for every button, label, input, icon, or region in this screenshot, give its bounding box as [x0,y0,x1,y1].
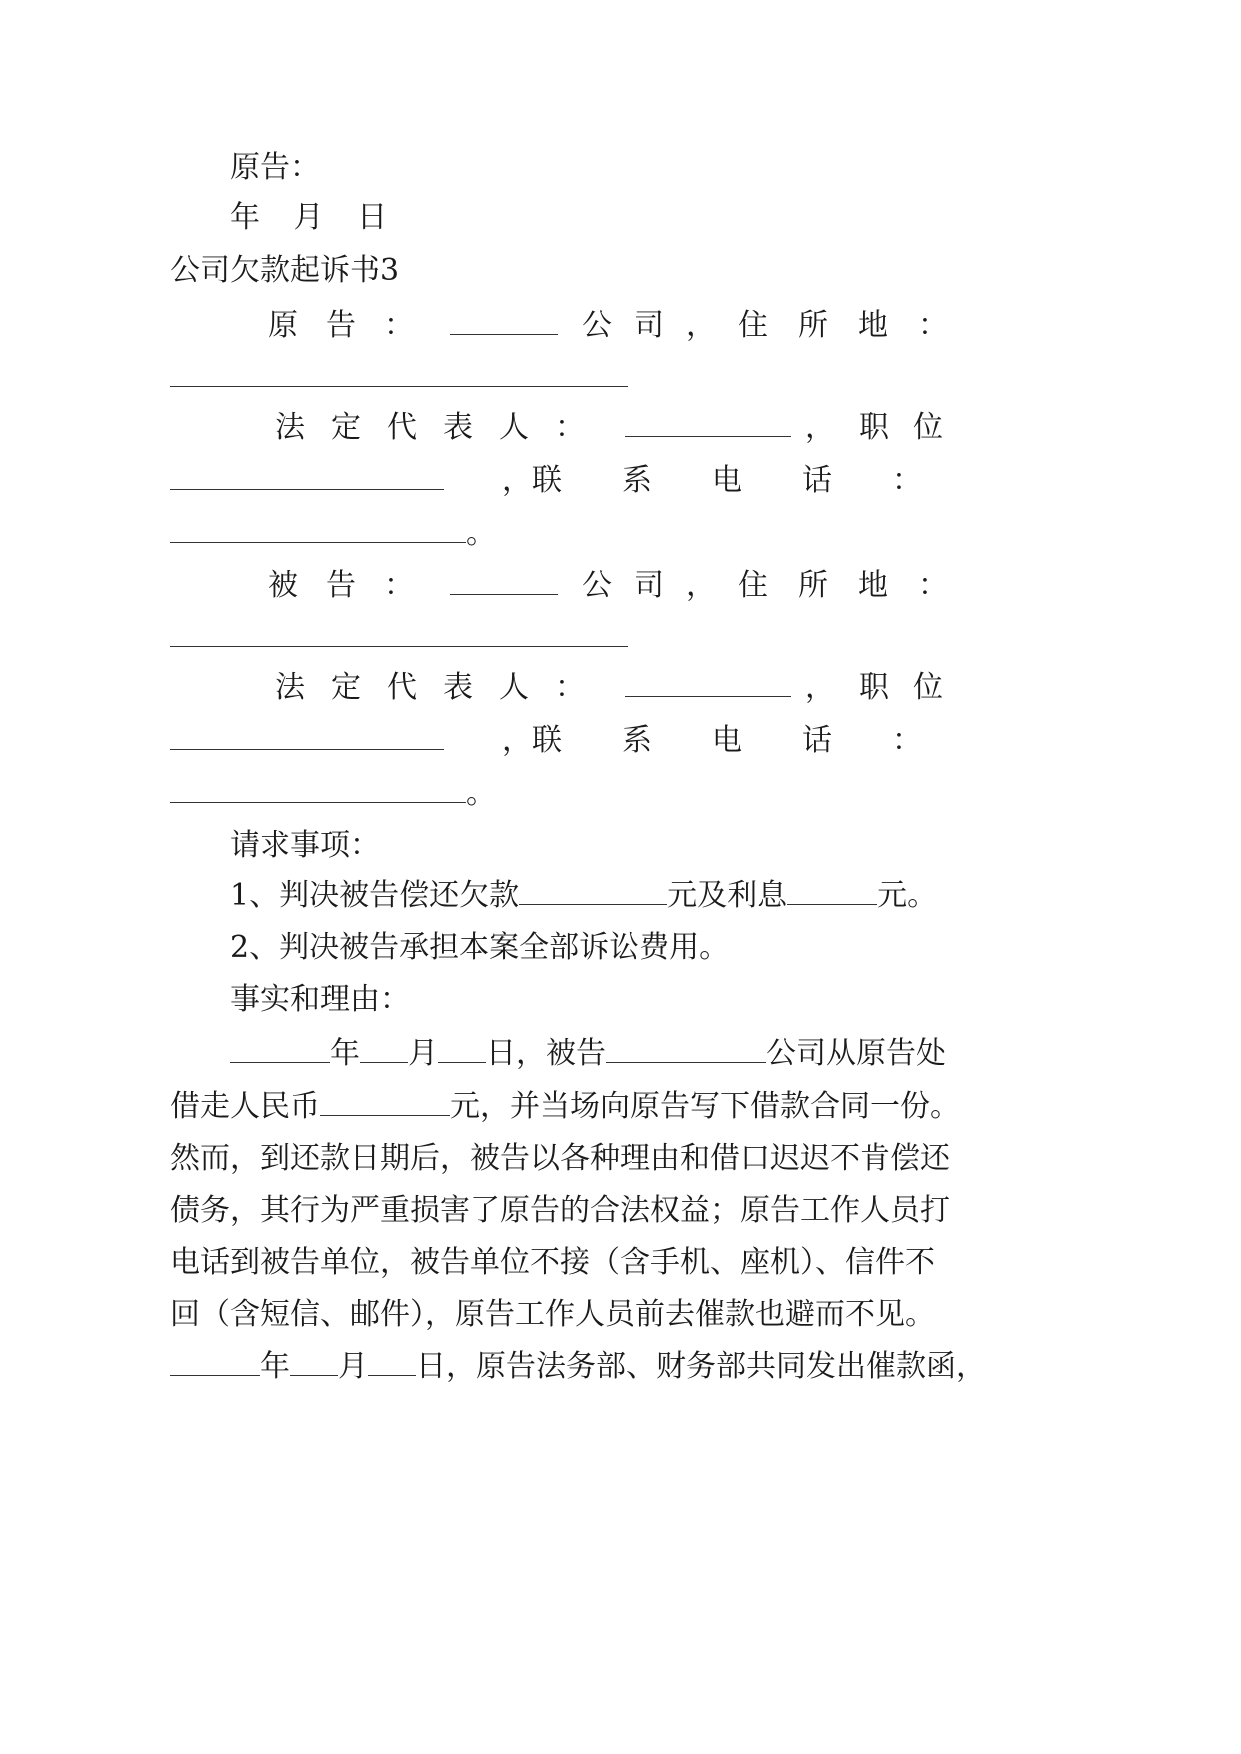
plaintiff-phone-line [170,514,496,554]
plaintiff-rep-label: 法定代表人： [275,410,611,445]
plaintiff-contact-line: ， 联系电话： [170,461,922,501]
facts-day-label: 日，被告 [486,1036,606,1071]
facts-line-4: 债务，其行为严重损害了原告的合法权益；原告工作人员打 [170,1193,950,1228]
defendant-phone-blank[interactable] [170,778,466,803]
plaintiff-address-label: 住所地： [738,308,978,343]
facts-month-label: 月 [408,1036,438,1071]
facts-rmb-blank[interactable] [320,1091,450,1116]
plaintiff-company-suffix: 公司， [582,308,738,343]
facts-line2-a: 借走人民币 [170,1089,320,1124]
plaintiff-position-label: ，职位 [805,410,967,445]
defendant-rep-line [275,668,967,708]
defendant-rep-blank[interactable] [625,672,791,697]
facts-line7-end: 日，原告法务部、财务部共同发出催款函， [416,1349,986,1384]
defendant-address-blank[interactable] [170,622,628,647]
facts-line7-year-label: 年 [260,1349,290,1384]
plaintiff-signature: 原告： [230,150,320,185]
facts-line-3: 然而，到还款日期后，被告以各种理由和借口迟迟不肯偿还 [170,1141,950,1176]
facts-line1-end: 公司从原告处 [766,1036,946,1071]
defendant-rep-label: 法定代表人： [275,670,611,705]
facts-line2-b: 元，并当场向原告写下借款合同一份。 [450,1089,960,1124]
defendant-position-blank[interactable] [170,725,444,750]
facts-line7-year-blank[interactable] [170,1351,260,1376]
facts-line-5: 电话到被告单位，被告单位不接（含手机、座机）、信件不 [170,1245,935,1280]
facts-line-2 [170,1087,960,1127]
defendant-label: 被告： [268,568,442,603]
defendant-line [268,566,978,606]
facts-year-label: 年 [330,1036,360,1071]
plaintiff-rep-blank[interactable] [625,412,791,437]
document-title: 公司欠款起诉书3 [170,253,400,288]
facts-line7-day-blank[interactable] [368,1351,416,1376]
plaintiff-contact-label: 联系电话： [532,463,982,498]
claim1-text-c: 元。 [877,878,938,913]
facts-line7-month-label: 月 [338,1349,368,1384]
plaintiff-period: 。 [466,516,496,551]
claim1-interest-blank[interactable] [787,880,877,905]
facts-line-6: 回（含短信、邮件），原告工作人员前去催款也避而不见。 [170,1297,935,1332]
facts-line-7 [170,1347,986,1387]
plaintiff-position-blank[interactable] [170,465,444,490]
plaintiff-rep-line [275,408,967,448]
defendant-period: 。 [466,776,496,811]
signature-date: 年 月 日 [230,200,400,235]
claim-item-1 [230,876,937,916]
plaintiff-line [268,306,978,346]
facts-heading: 事实和理由： [230,982,410,1017]
defendant-phone-line [170,774,496,814]
defendant-contact-label: 联系电话： [532,723,982,758]
facts-month-blank[interactable] [360,1038,408,1063]
claim1-amount-blank[interactable] [519,880,667,905]
facts-year-blank[interactable] [230,1038,330,1063]
plaintiff-company-blank[interactable] [450,310,558,335]
facts-day-blank[interactable] [438,1038,486,1063]
plaintiff-phone-blank[interactable] [170,518,466,543]
defendant-company-suffix: 公司， [582,568,738,603]
plaintiff-address-line [170,358,628,398]
claims-heading: 请求事项： [230,828,380,863]
facts-line-1 [230,1034,946,1074]
claim-item-2: 2、判决被告承担本案全部诉讼费用。 [230,930,730,965]
defendant-contact-line: ， 联系电话： [170,721,922,761]
facts-company-blank[interactable] [606,1038,766,1063]
defendant-company-blank[interactable] [450,570,558,595]
facts-line7-month-blank[interactable] [290,1351,338,1376]
claim1-text-b: 元及利息 [667,878,788,913]
claim1-text-a: 1、判决被告偿还欠款 [230,878,520,913]
defendant-address-line [170,618,628,658]
defendant-position-label: ，职位 [805,670,967,705]
defendant-address-label: 住所地： [738,568,978,603]
plaintiff-label: 原告： [268,308,442,343]
plaintiff-address-blank[interactable] [170,362,628,387]
